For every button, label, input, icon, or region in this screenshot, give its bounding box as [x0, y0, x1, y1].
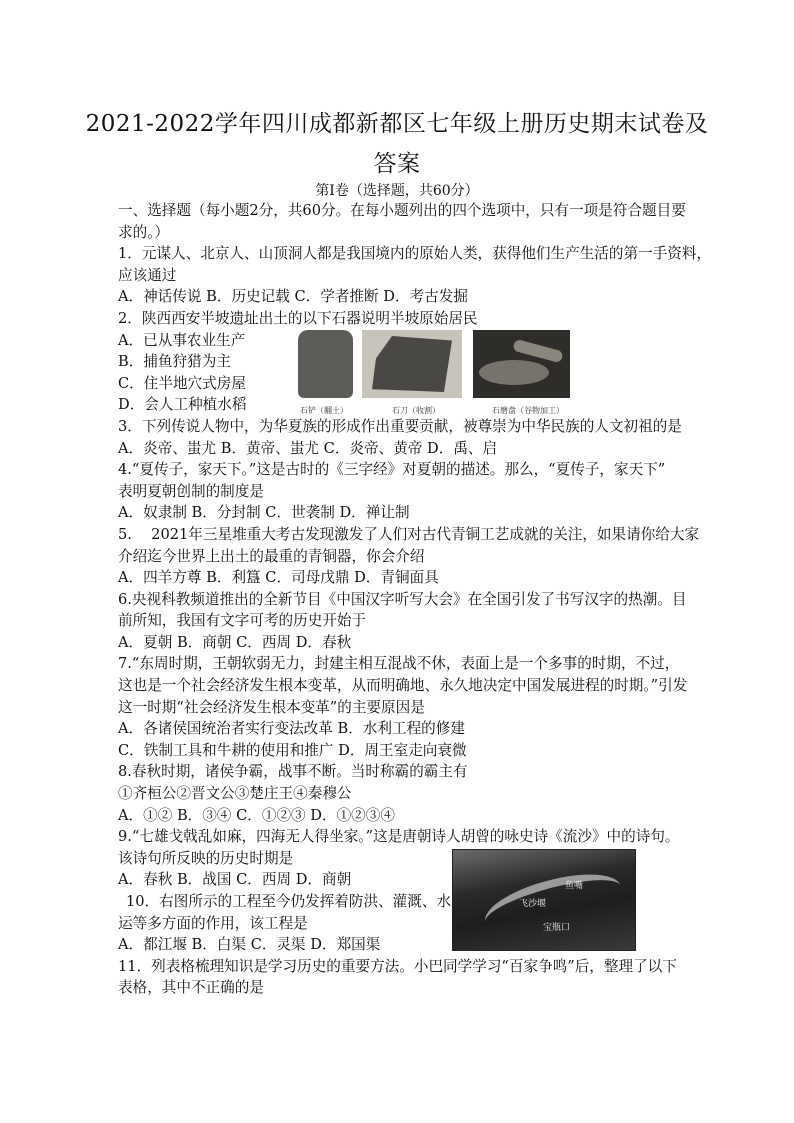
- text-line: 7.“东周时期，王朝软弱无力，封建主相互混战不休，表面上是一个多事的时期，不过，: [118, 655, 680, 673]
- text-line: 4.“夏传子，家天下。”这是古时的《三字经》对夏朝的描述。那么，“夏传子，家天下”: [118, 461, 666, 479]
- stone-quern-image: [473, 330, 570, 398]
- text-line: 前所知，我国有文字可考的历史开始于: [118, 612, 367, 630]
- text-line: B．捕鱼狩猎为主: [118, 353, 231, 371]
- text-line: 求的。）: [118, 223, 170, 241]
- stone-knife-image: [362, 330, 462, 398]
- text-line: 11．列表格梳理知识是学习历史的重要方法。小巴同学学习“百家争鸣”后，整理了以下: [118, 957, 677, 975]
- text-line: 1．元谋人、北京人、山顶洞人都是我国境内的原始人类，获得他们生产生活的第一手资料，: [118, 245, 712, 263]
- quern-base-shape: [479, 360, 549, 385]
- document-title: 2021-2022学年四川成都新都区七年级上册历史期末试卷及: [85, 111, 709, 137]
- text-line: A．①② B．③④ C．①②③ D．①②③④: [118, 806, 395, 824]
- text-line: 3．下列传说人物中，为华夏族的形成作出重要贡献，被尊崇为中华民族的人文初祖的是: [118, 417, 682, 435]
- text-line: ①齐桓公②晋文公③楚庄王④秦穆公: [118, 785, 352, 803]
- text-line: 2．陕西西安半坡遗址出土的以下石器说明半坡原始居民: [118, 309, 478, 327]
- stone-shovel-image: [298, 330, 353, 398]
- text-line: 表格，其中不正确的是: [118, 979, 264, 997]
- text-line: A．炎帝、蚩尤 B．黄帝、蚩尤 C．炎帝、黄帝 D．禹、启: [118, 439, 498, 457]
- text-line: 6.央视科教频道推出的全新节目《中国汉字听写大会》在全国引发了书写汉字的热潮。目: [118, 590, 687, 608]
- stone-knife-shape: [372, 336, 452, 392]
- caption-stone-knife: 石刀（收割）: [392, 406, 440, 415]
- text-line: A．各诸侯国统治者实行变法改革 B．水利工程的修建: [118, 720, 465, 738]
- text-line: 该诗句所反映的历史时期是: [118, 849, 294, 867]
- text-line: C．住半地穴式房屋: [118, 374, 246, 392]
- text-line: D．会人工种植水稻: [118, 396, 247, 414]
- text-line: C．铁制工具和牛耕的使用和推广 D．周王室走向衰微: [118, 741, 467, 759]
- text-line: A．都江堰 B．白渠 C．灵渠 D．郑国渠: [118, 936, 381, 954]
- label-yuzui: 鱼嘴: [565, 881, 584, 891]
- text-line: A．夏朝 B．商朝 C．西周 D．春秋: [118, 633, 352, 651]
- caption-stone-quern: 石磨盘（谷物加工）: [492, 406, 564, 415]
- text-line: A．已从事农业生产: [118, 331, 246, 349]
- text-line: 这一时期“社会经济发生根本变革”的主要原因是: [118, 698, 425, 716]
- label-feishayan: 飞沙堰: [519, 899, 547, 909]
- text-line: 应该通过: [118, 266, 177, 284]
- text-line: A．奴隶制 B．分封制 C．世袭制 D．禅让制: [118, 504, 410, 522]
- text-line: 5. 2021年三星堆重大考古发现激发了人们对古代青铜工艺成就的关注，如果请你给大家: [118, 525, 700, 543]
- text-line: 运等多方面的作用，该工程是: [118, 914, 308, 932]
- text-line: 介绍迄今世界上出土的最重的青铜器，你会介绍: [118, 547, 425, 565]
- section-heading: 第I卷（选择题，共60分）: [315, 183, 479, 199]
- document-title-continued: 答案: [373, 151, 421, 177]
- text-line: A．四羊方尊 B．利簋 C．司母戊鼎 D．青铜面具: [118, 569, 439, 587]
- text-line: 10．右图所示的工程至今仍发挥着防洪、灌溉、水: [126, 893, 452, 910]
- text-line: 表明夏朝创制的制度是: [118, 482, 264, 500]
- text-line: A．春秋 B．战国 C．西周 D．商朝: [118, 871, 352, 889]
- text-line: 这也是一个社会经济发生根本变革，从而明确地、永久地决定中国发展进程的时期。”引发: [118, 677, 688, 695]
- dujiangyan-photo: [452, 849, 636, 951]
- text-line: 一、选择题（每小题2分，共60分。在每小题列出的四个选项中，只有一项是符合题目要: [118, 202, 686, 219]
- text-line: A．神话传说 B．历史记载 C．学者推断 D．考古发掘: [118, 288, 468, 306]
- caption-stone-shovel: 石铲（翻土）: [300, 406, 348, 415]
- label-baopingkou: 宝瓶口: [543, 923, 571, 933]
- text-line: 9.“七雄戈戟乱如麻，四海无人得坐家。”这是唐朝诗人胡曾的咏史诗《流沙》中的诗句。: [118, 828, 680, 846]
- text-line: 8.春秋时期，诸侯争霸，战事不断。当时称霸的霸主有: [118, 763, 468, 781]
